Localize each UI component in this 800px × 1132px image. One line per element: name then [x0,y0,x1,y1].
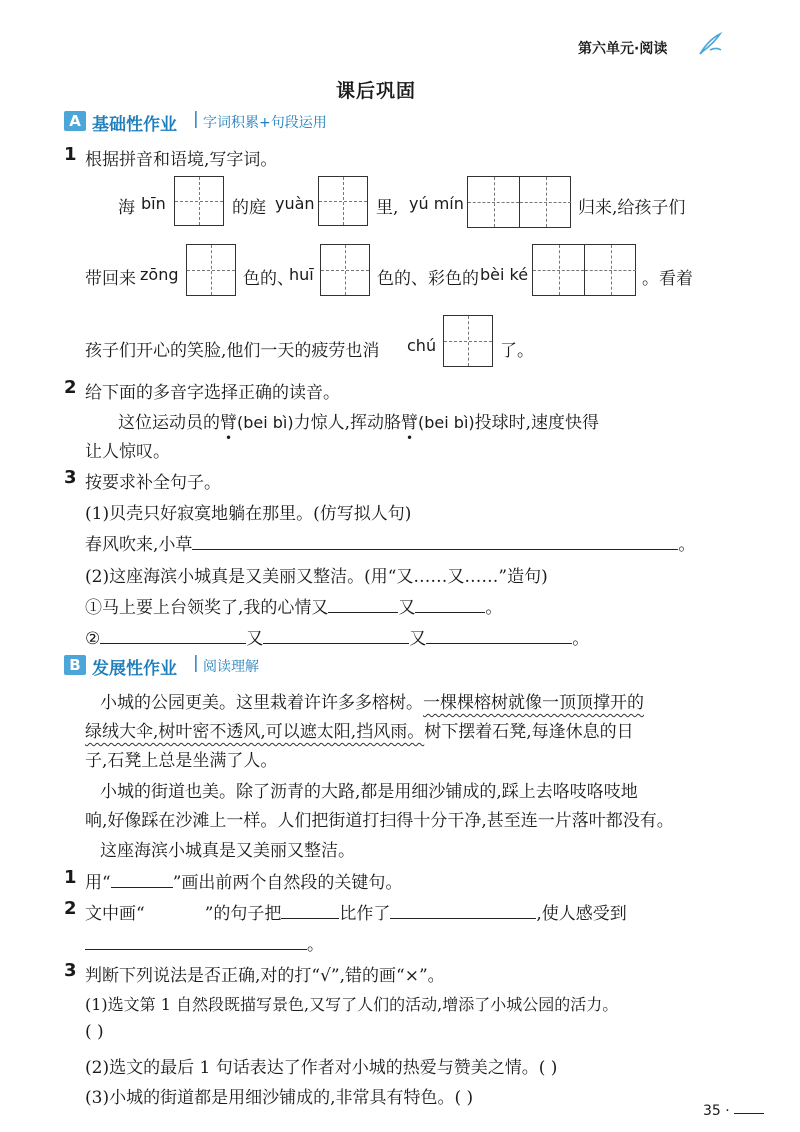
b2-text: 文中画“ [85,904,145,924]
passage-text: 响,好像踩在沙滩上一样。人们把街道打扫得十分干净,甚至连一片落叶都没有。 [85,811,674,831]
page-number-rule [734,1113,764,1114]
pronunciation-options[interactable]: (bei bì) [237,413,294,432]
pinyin: chú [407,336,437,355]
page-number: 35 · [703,1103,730,1119]
q3-fill-prompt: 春风吹来,小草 [85,535,193,555]
polyphone-char: 臂 [401,413,419,433]
section-a-badge: A [64,111,86,131]
answer-line[interactable] [328,596,398,613]
you-char: 又 [398,598,416,618]
q3-fill-prompt: ①马上要上台领奖了,我的心情又 [85,598,329,618]
q3-instruction: 按要求补全句子。 [85,473,221,493]
feather-pen-icon [696,30,724,58]
q2-number: 2 [64,377,77,398]
answer-line[interactable] [281,902,339,919]
b2-text: ”的句子把 [204,904,282,924]
q1-text: 的庭 [232,198,266,218]
answer-line[interactable] [426,627,572,644]
q1-text: 孩子们开心的笑脸,他们一天的疲劳也消 [85,341,380,361]
period: 。 [572,629,590,649]
passage-text: 树下摆着石凳,每逢休息的日 [424,722,634,742]
q2-sentence [118,408,599,433]
q1-text: 了。 [500,341,534,361]
q1-text: 。看着 [642,269,693,289]
section-a-divider: | [193,109,199,129]
writing-box[interactable] [318,176,368,226]
b3-item-3: (3)小城的街道都是用细沙铺成的,非常具有特色。( ) [85,1088,474,1108]
b3-answer-paren[interactable]: ( ) [85,1022,104,1042]
section-b-divider: | [193,653,199,673]
b2-text: 比作了 [339,904,391,924]
q3-fill-line [85,530,695,555]
unit-label: 第六单元·阅读 [578,41,668,57]
q1-text: 里, [376,198,399,218]
b3-instruction: 判断下列说法是否正确,对的打“√”,错的画“×”。 [85,966,445,986]
pinyin: yú mín [409,194,464,213]
q3-sub2: (2)这座海滨小城真是又美丽又整洁。(用“又……又……”造句) [85,567,548,587]
q1-text: 归来,给孩子们 [578,198,686,218]
b2-number: 2 [64,898,77,919]
b2-continuation [85,930,324,955]
polyphone-char: 臂 [220,413,237,433]
b1-number: 1 [64,867,77,888]
period: 。 [678,535,696,555]
q1-instruction: 根据拼音和语境,写字词。 [85,150,278,170]
answer-line[interactable] [192,533,678,550]
section-a-subtitle: 字词积累+句段运用 [203,115,327,131]
b1-text: ”画出前两个自然段的关键句。 [172,873,403,893]
passage-line [85,717,634,742]
writing-box[interactable] [186,244,236,296]
underline-sample [111,871,173,888]
pinyin: huī [289,265,314,284]
section-b-badge: B [64,655,86,675]
b3-item-2: (2)选文的最后 1 句话表达了作者对小城的热爱与赞美之情。( ) [85,1058,558,1078]
q1-number: 1 [64,144,77,165]
answer-line[interactable] [100,627,246,644]
answer-line[interactable] [85,933,307,950]
section-b-subtitle: 阅读理解 [203,659,259,675]
passage-line [100,688,644,713]
passage-text: 子,石凳上总是坐满了人。 [85,751,278,771]
q3-fill-prompt: ② [85,629,101,649]
q2-text: 投球时,速度快得 [474,413,600,433]
writing-box[interactable] [443,315,493,367]
page-number-value: 35 [703,1103,721,1119]
b3-number: 3 [64,960,77,981]
section-b-title: 发展性作业 [92,659,177,679]
b2-text: ,使人感受到 [536,904,627,924]
b2-question [85,899,627,924]
q2-instruction: 给下面的多音字选择正确的读音。 [85,383,340,403]
q2-text: 让人惊叹。 [85,442,170,462]
page-title: 课后巩固 [336,80,417,102]
pinyin: bīn [141,194,166,213]
q1-text: 海 [118,198,135,218]
q2-text: 这位运动员的 [118,413,220,433]
b2-text: 。 [307,935,324,955]
passage-text: 这座海滨小城真是又美丽又整洁。 [100,841,355,861]
you-char: 又 [246,629,264,649]
b1-question [85,868,402,893]
q1-text: 带回来 [85,269,136,289]
section-a-title: 基础性作业 [92,115,177,135]
answer-line[interactable] [390,902,536,919]
pronunciation-options[interactable]: (bei bì) [418,413,475,432]
period: 。 [485,598,503,618]
passage-text: 小城的街道也美。除了沥青的大路,都是用细沙铺成的,踩上去咯吱咯吱地 [100,782,638,802]
writing-box[interactable] [467,176,571,228]
q1-text: 色的、 [243,269,294,289]
q3-fill-line [85,593,502,618]
pinyin: yuàn [275,194,315,213]
writing-box[interactable] [532,244,636,296]
b1-text: 用“ [85,873,111,893]
key-sentence-wavy: 一棵棵榕树就像一顶顶撑开的 [423,693,644,713]
q3-sub1: (1)贝壳只好寂寞地躺在那里。(仿写拟人句) [85,504,412,524]
answer-line[interactable] [415,596,485,613]
q3-number: 3 [64,467,77,488]
b3-item-1: (1)选文第 1 自然段既描写景色,又写了人们的活动,增添了小城公园的活力。 [85,995,619,1014]
q2-text: 力惊人,挥动胳 [293,413,402,433]
writing-box[interactable] [174,176,224,226]
q3-fill-line [85,624,589,649]
writing-box[interactable] [320,244,370,296]
answer-line[interactable] [263,627,409,644]
q1-text: 色的、彩色的 [377,269,479,289]
pinyin: bèi ké [480,265,529,284]
passage-text: 小城的公园更美。这里栽着许许多多榕树。 [100,693,423,713]
you-char: 又 [409,629,427,649]
key-sentence-wavy: 绿绒大伞,树叶密不透风,可以遮太阳,挡风雨。 [85,722,425,742]
pinyin: zōng [140,265,179,284]
wavy-sample [145,904,205,924]
